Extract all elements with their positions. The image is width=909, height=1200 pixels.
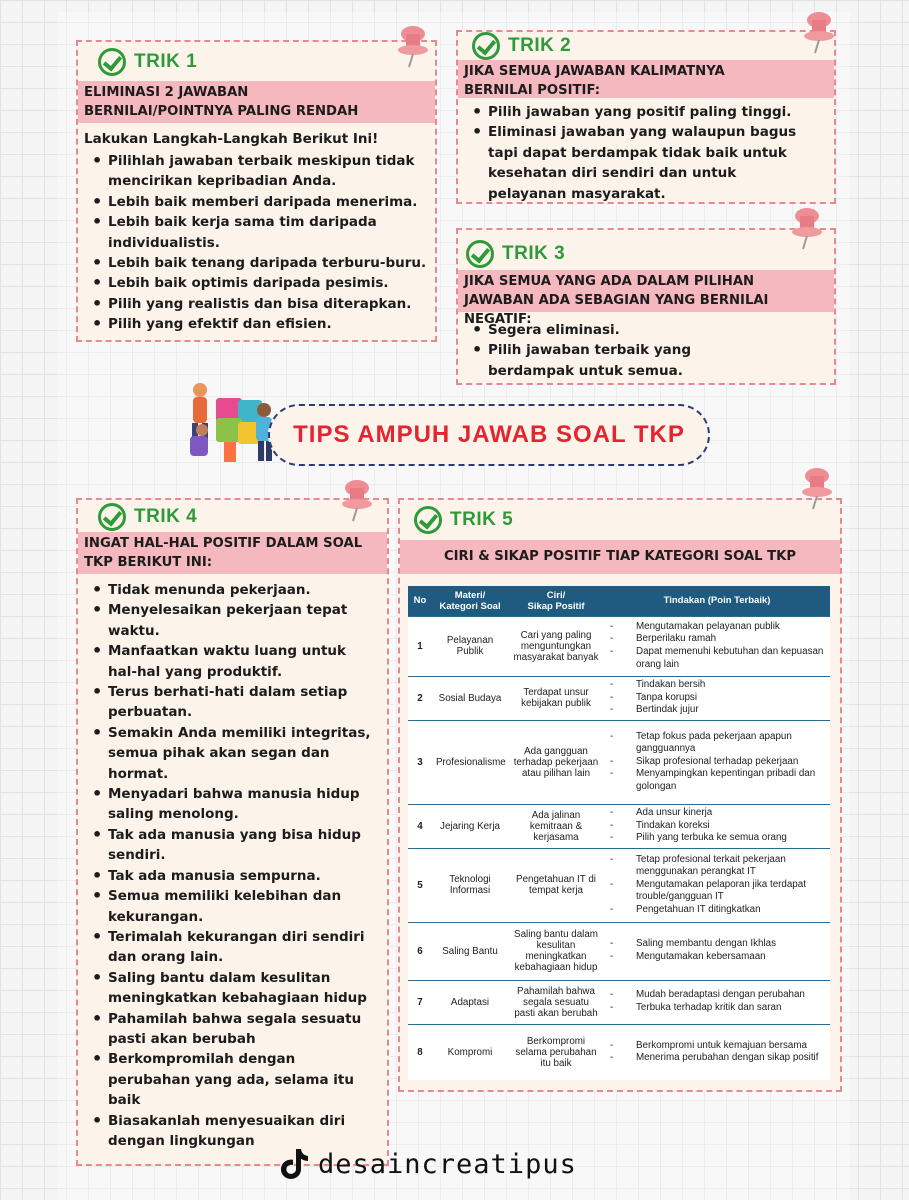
category-cell: Pelayanan Publik — [432, 616, 508, 676]
action-item: - Ada unsur kinerja — [608, 807, 826, 820]
check-circle-icon — [98, 48, 126, 76]
list-item: • Tidak menunda pekerjaan. — [88, 580, 379, 600]
list-item: • Manfaatkan waktu luang untuk hal-hal yang produktif. — [88, 641, 379, 682]
category-cell: Profesionalisme — [432, 720, 508, 804]
row-number: 4 — [408, 804, 432, 848]
trik-1-intro: Lakukan Langkah-Langkah Berikut Ini! — [84, 131, 379, 147]
table-row — [408, 922, 830, 980]
table-row — [408, 980, 830, 1024]
list-item: • Eliminasi jawaban yang walaupun bagus tapi dapat berdampak tidak baik untuk kesehatan diri sendiri dan untuk pelayanan masyarakat. — [468, 122, 804, 204]
action-item: - Terbuka terhadap kritik dan saran — [608, 1002, 826, 1015]
list-item: • Lebih baik memberi daripada menerima. — [88, 192, 427, 212]
row-number: 1 — [408, 616, 432, 676]
actions-cell — [604, 676, 830, 720]
tiktok-icon — [280, 1147, 310, 1181]
table-row — [408, 848, 830, 922]
check-circle-icon — [414, 506, 442, 534]
action-item: - Menerima perubahan dengan sikap positif — [608, 1052, 826, 1065]
trait-cell: Pengetahuan IT di tempat kerja — [508, 848, 604, 922]
actions-cell — [604, 848, 830, 922]
tkp-category-table — [408, 586, 830, 1080]
page-title: TIPS AMPUH JAWAB SOAL TKP — [293, 421, 685, 448]
actions-cell — [604, 616, 830, 676]
category-cell: Adaptasi — [432, 980, 508, 1024]
trait-cell: Cari yang paling menguntungkan masyarakat banyak — [508, 616, 604, 676]
trait-cell: Pahamilah bahwa segala sesuatu pasti akan berubah — [508, 980, 604, 1024]
list-item: • Biasakanlah menyesuaikan diri dengan lingkungan — [88, 1111, 379, 1152]
action-item: - Tanpa korupsi — [608, 692, 826, 705]
trait-cell: Berkompromi selama perubahan itu baik — [508, 1024, 604, 1080]
list-item: • Terus berhati-hati dalam setiap perbuatan. — [88, 682, 379, 723]
trik-3-list — [458, 312, 834, 381]
table-row — [408, 616, 830, 676]
list-item: • Tak ada manusia yang bisa hidup sendiri. — [88, 825, 379, 866]
column-header: Tindakan (Poin Terbaik) — [604, 586, 830, 616]
list-item: • Pilih jawaban terbaik yang berdampak untuk semua. — [468, 340, 774, 381]
trik-2-label: TRIK 2 — [508, 35, 572, 56]
list-item: • Pilih yang efektif dan efisien. — [88, 314, 427, 334]
trik-2-header — [458, 32, 834, 60]
category-cell: Sosial Budaya — [432, 676, 508, 720]
list-item: • Semua memiliki kelebihan dan kekurangan. — [88, 886, 379, 927]
brand-name: desaincreatipus — [318, 1148, 577, 1180]
action-item: - Tindakan koreksi — [608, 820, 826, 833]
list-item: • Menyelesaikan pekerjaan tepat waktu. — [88, 600, 379, 641]
action-item: - Tetap profesional terkait pekerjaan menggunakan perangkat IT — [608, 854, 826, 879]
trait-cell: Ada gangguan terhadap pekerjaan atau pilihan lain — [508, 720, 604, 804]
push-pin-icon — [800, 466, 834, 510]
trik-1-header — [78, 42, 435, 76]
column-header: Ciri/ Sikap Positif — [508, 586, 604, 616]
table-row — [408, 720, 830, 804]
action-item: - Mengutamakan kebersamaan — [608, 951, 826, 964]
team-puzzle-illustration — [180, 376, 280, 468]
trik-5-heading: CIRI & SIKAP POSITIF TIAP KATEGORI SOAL TKP — [400, 540, 840, 574]
title-banner — [268, 404, 710, 466]
brand-watermark — [280, 1147, 577, 1181]
actions-cell — [604, 1024, 830, 1080]
list-item: • Semakin Anda memiliki integritas, semua pihak akan segan dan hormat. — [88, 723, 379, 784]
action-item: - Pilih yang terbuka ke semua orang — [608, 832, 826, 845]
action-item: - Menyampingkan kepentingan pribadi dan golongan — [608, 768, 826, 793]
actions-cell — [604, 720, 830, 804]
check-circle-icon — [98, 503, 126, 531]
action-item: - Berperilaku ramah — [608, 633, 826, 646]
actions-cell — [604, 804, 830, 848]
category-cell: Kompromi — [432, 1024, 508, 1080]
list-item: • Lebih baik tenang daripada terburu-buru. — [88, 253, 427, 273]
row-number: 6 — [408, 922, 432, 980]
table-header-row — [408, 586, 830, 616]
trik-2-heading: JIKA SEMUA JAWABAN KALIMATNYA BERNILAI POSITIF: — [458, 60, 834, 98]
column-header: No — [408, 586, 432, 616]
push-pin-icon — [802, 10, 836, 54]
push-pin-icon — [790, 206, 824, 250]
check-circle-icon — [472, 32, 500, 60]
trik-3-heading: JIKA SEMUA YANG ADA DALAM PILIHAN JAWABAN ADA SEBAGIAN YANG BERNILAI NEGATIF: — [458, 270, 834, 312]
trik-4-card — [76, 498, 389, 1166]
trik-3-header — [458, 230, 834, 270]
list-item: • Menyadari bahwa manusia hidup saling menolong. — [88, 784, 379, 825]
list-item: • Segera eliminasi. — [468, 320, 774, 340]
trik-4-list — [78, 574, 387, 1151]
category-cell: Jejaring Kerja — [432, 804, 508, 848]
action-item: - Mengutamakan pelayanan publik — [608, 621, 826, 634]
list-item: • Pahamilah bahwa segala sesuatu pasti akan berubah — [88, 1009, 379, 1050]
row-number: 7 — [408, 980, 432, 1024]
trik-1-heading: ELIMINASI 2 JAWABAN BERNILAI/POINTNYA PALING RENDAH — [78, 81, 435, 123]
action-item: - Saling membantu dengan Ikhlas — [608, 938, 826, 951]
check-circle-icon — [466, 240, 494, 268]
trik-3-label: TRIK 3 — [502, 243, 566, 264]
push-pin-icon — [340, 478, 374, 522]
list-item: • Pilih yang realistis dan bisa diterapkan. — [88, 294, 427, 314]
action-item: - Mengutamakan pelaporan jika terdapat trouble/gangguan IT — [608, 879, 826, 904]
row-number: 5 — [408, 848, 432, 922]
trik-5-header — [400, 500, 840, 536]
actions-cell — [604, 922, 830, 980]
list-item: • Pilih jawaban yang positif paling tinggi. — [468, 102, 804, 122]
actions-cell — [604, 980, 830, 1024]
list-item: • Saling bantu dalam kesulitan meningkatkan kebahagiaan hidup — [88, 968, 379, 1009]
trait-cell: Terdapat unsur kebijakan publik — [508, 676, 604, 720]
action-item: - Sikap profesional terhadap pekerjaan — [608, 756, 826, 769]
trik-3-card — [456, 228, 836, 385]
list-item: • Pilihlah jawaban terbaik meskipun tidak mencirikan kepribadian Anda. — [88, 151, 427, 192]
trik-2-list — [458, 98, 834, 204]
action-item: - Dapat memenuhi kebutuhan dan kepuasan orang lain — [608, 646, 826, 671]
action-item: - Bertindak jujur — [608, 704, 826, 717]
list-item: • Terimalah kekurangan diri sendiri dan orang lain. — [88, 927, 379, 968]
trik-2-card — [456, 30, 836, 204]
row-number: 3 — [408, 720, 432, 804]
list-item: • Lebih baik optimis daripada pesimis. — [88, 273, 427, 293]
action-item: - Mudah beradaptasi dengan perubahan — [608, 989, 826, 1002]
trik-4-heading: INGAT HAL-HAL POSITIF DALAM SOAL TKP BERIKUT INI: — [78, 532, 387, 574]
trait-cell: Ada jalinan kemitraan & kerjasama — [508, 804, 604, 848]
table-row — [408, 1024, 830, 1080]
list-item: • Tak ada manusia sempurna. — [88, 866, 379, 886]
trik-5-label: TRIK 5 — [450, 509, 514, 530]
trik-1-label: TRIK 1 — [134, 51, 198, 72]
row-number: 2 — [408, 676, 432, 720]
action-item: - Berkompromi untuk kemajuan bersama — [608, 1040, 826, 1053]
trik-1-list — [78, 149, 435, 335]
list-item: • Lebih baik kerja sama tim daripada individualistis. — [88, 212, 427, 253]
trik-1-card — [76, 40, 437, 342]
trik-4-label: TRIK 4 — [134, 506, 198, 527]
table-body — [408, 616, 830, 1080]
category-cell: Teknologi Informasi — [432, 848, 508, 922]
row-number: 8 — [408, 1024, 432, 1080]
list-item: • Berkompromilah dengan perubahan yang ada, selama itu baik — [88, 1049, 379, 1110]
push-pin-icon — [396, 24, 430, 68]
table-row — [408, 804, 830, 848]
column-header: Materi/ Kategori Soal — [432, 586, 508, 616]
action-item: - Tetap fokus pada pekerjaan apapun gangguannya — [608, 731, 826, 756]
action-item: - Tindakan bersih — [608, 679, 826, 692]
action-item: - Pengetahuan IT ditingkatkan — [608, 904, 826, 917]
table-row — [408, 676, 830, 720]
trait-cell: Saling bantu dalam kesulitan meningkatkan kebahagiaan hidup — [508, 922, 604, 980]
category-cell: Saling Bantu — [432, 922, 508, 980]
